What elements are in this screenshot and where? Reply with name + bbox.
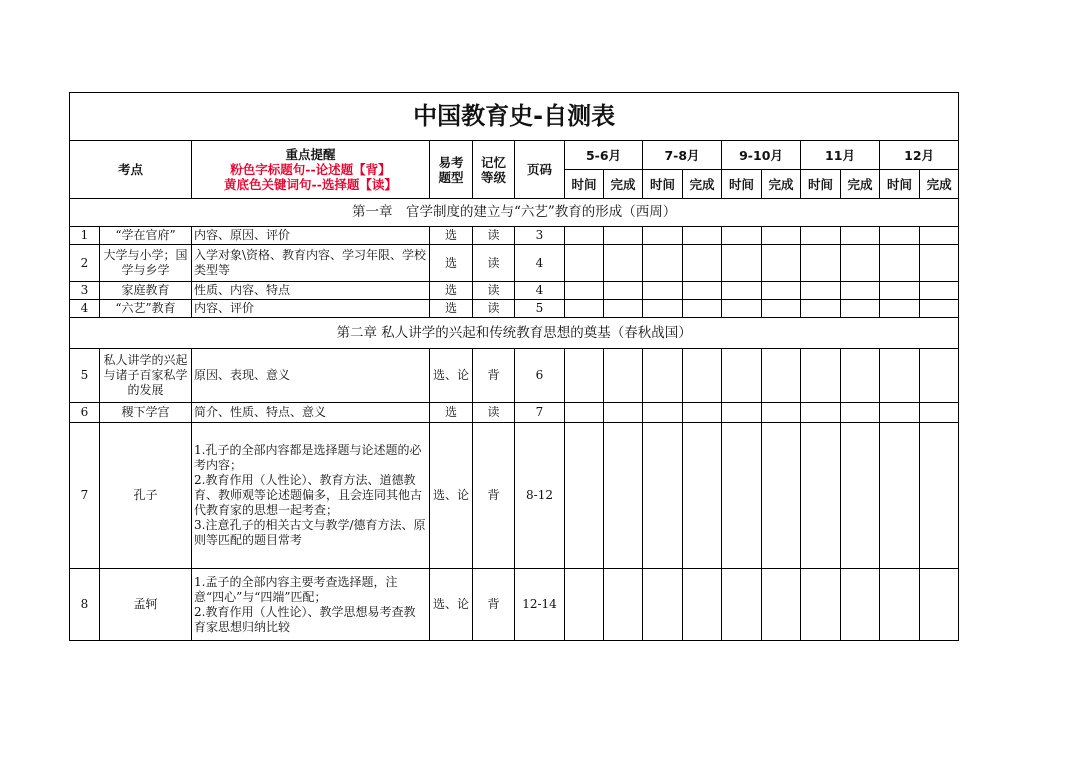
time-cell[interactable] xyxy=(565,227,604,245)
time-cell[interactable] xyxy=(801,227,841,245)
done-cell[interactable] xyxy=(683,349,722,403)
time-cell[interactable] xyxy=(801,349,841,403)
done-cell[interactable] xyxy=(841,227,880,245)
chapter-title: 第一章 官学制度的建立与“六艺”教育的形成（西周） xyxy=(70,199,959,227)
header-exam-type xyxy=(430,141,473,199)
header-time: 时间 xyxy=(880,170,920,199)
time-cell[interactable] xyxy=(643,300,683,318)
time-cell[interactable] xyxy=(880,227,920,245)
time-cell[interactable] xyxy=(565,349,604,403)
time-cell[interactable] xyxy=(801,569,841,641)
header-done: 完成 xyxy=(604,170,643,199)
row-number: 1 xyxy=(70,227,100,245)
row-notes: 简介、性质、特点、意义 xyxy=(192,403,430,423)
header-time: 时间 xyxy=(801,170,841,199)
header-time: 时间 xyxy=(565,170,604,199)
done-cell[interactable] xyxy=(762,349,801,403)
done-cell[interactable] xyxy=(604,423,643,569)
table-row xyxy=(70,245,959,282)
sheet-title: 中国教育史-自测表 xyxy=(70,93,959,141)
done-cell[interactable] xyxy=(683,282,722,300)
row-notes: 内容、评价 xyxy=(192,300,430,318)
row-exam-type: 选、论 xyxy=(430,349,473,403)
row-topic: 私人讲学的兴起与诸子百家私学的发展 xyxy=(100,349,192,403)
header-done: 完成 xyxy=(762,170,801,199)
done-cell[interactable] xyxy=(841,245,880,282)
done-cell[interactable] xyxy=(920,227,959,245)
time-cell[interactable] xyxy=(722,282,762,300)
done-cell[interactable] xyxy=(683,403,722,423)
row-memory-level: 背 xyxy=(473,423,515,569)
row-number: 8 xyxy=(70,569,100,641)
done-cell[interactable] xyxy=(762,300,801,318)
row-page: 4 xyxy=(515,282,565,300)
row-exam-type: 选 xyxy=(430,403,473,423)
memory-level-line-1: 记忆 xyxy=(480,154,506,170)
done-cell[interactable] xyxy=(762,569,801,641)
header-period-3: 9-10月 xyxy=(722,141,801,170)
row-notes: 原因、表现、意义 xyxy=(192,349,430,403)
time-cell[interactable] xyxy=(801,423,841,569)
time-cell[interactable] xyxy=(643,569,683,641)
done-cell[interactable] xyxy=(841,349,880,403)
table-row xyxy=(70,300,959,318)
time-cell[interactable] xyxy=(643,227,683,245)
done-cell[interactable] xyxy=(604,282,643,300)
row-exam-type: 选 xyxy=(430,227,473,245)
done-cell[interactable] xyxy=(841,403,880,423)
row-notes: 1.孔子的全部内容都是选择题与论述题的必考内容； 2.教育作用（人性论）、教育方法、道德教育、教师观等论述题偏多，且会连同其他古代教育家的思想一起考查； 3.注意孔子的相关古文与教学/德育方法、原则等匹配的题目常考 xyxy=(192,423,430,569)
row-topic: 孟轲 xyxy=(100,569,192,641)
done-cell[interactable] xyxy=(762,423,801,569)
done-cell[interactable] xyxy=(683,423,722,569)
done-cell[interactable] xyxy=(841,300,880,318)
done-cell[interactable] xyxy=(841,282,880,300)
done-cell[interactable] xyxy=(604,569,643,641)
header-period-4: 11月 xyxy=(801,141,880,170)
row-exam-type: 选 xyxy=(430,245,473,282)
row-memory-level: 背 xyxy=(473,569,515,641)
row-topic: 孔子 xyxy=(100,423,192,569)
time-cell[interactable] xyxy=(643,245,683,282)
time-cell[interactable] xyxy=(880,245,920,282)
chapter-title: 第二章 私人讲学的兴起和传统教育思想的奠基（春秋战国） xyxy=(70,318,959,349)
row-topic: 大学与小学；国学与乡学 xyxy=(100,245,192,282)
self-test-table xyxy=(69,92,959,641)
header-memory-level xyxy=(473,141,515,199)
row-notes: 性质、内容、特点 xyxy=(192,282,430,300)
row-exam-type: 选 xyxy=(430,282,473,300)
table-row xyxy=(70,423,959,569)
time-cell[interactable] xyxy=(722,300,762,318)
row-page: 12-14 xyxy=(515,569,565,641)
time-cell[interactable] xyxy=(722,569,762,641)
time-cell[interactable] xyxy=(801,403,841,423)
time-cell[interactable] xyxy=(880,423,920,569)
row-memory-level: 背 xyxy=(473,349,515,403)
time-cell[interactable] xyxy=(880,403,920,423)
row-memory-level: 读 xyxy=(473,403,515,423)
header-kaodian: 考点 xyxy=(70,141,192,199)
header-done: 完成 xyxy=(683,170,722,199)
done-cell[interactable] xyxy=(604,403,643,423)
row-memory-level: 读 xyxy=(473,300,515,318)
row-number: 2 xyxy=(70,245,100,282)
row-memory-level: 读 xyxy=(473,245,515,282)
row-number: 7 xyxy=(70,423,100,569)
header-done: 完成 xyxy=(841,170,880,199)
done-cell[interactable] xyxy=(841,423,880,569)
row-notes: 1.孟子的全部内容主要考查选择题，注意“四心”与“四端”匹配； 2.教育作用（人性论）、教学思想易考查教育家思想归纳比较 xyxy=(192,569,430,641)
time-cell[interactable] xyxy=(880,282,920,300)
done-cell[interactable] xyxy=(920,300,959,318)
time-cell[interactable] xyxy=(801,300,841,318)
exam-type-line-2: 题型 xyxy=(438,169,464,185)
row-notes: 入学对象\资格、教育内容、学习年限、学校类型等 xyxy=(192,245,430,282)
time-cell[interactable] xyxy=(643,403,683,423)
row-memory-level: 读 xyxy=(473,227,515,245)
row-memory-level: 读 xyxy=(473,282,515,300)
done-cell[interactable] xyxy=(683,245,722,282)
done-cell[interactable] xyxy=(762,227,801,245)
done-cell[interactable] xyxy=(762,403,801,423)
done-cell[interactable] xyxy=(841,569,880,641)
header-time: 时间 xyxy=(722,170,762,199)
time-cell[interactable] xyxy=(565,300,604,318)
row-exam-type: 选、论 xyxy=(430,569,473,641)
time-cell[interactable] xyxy=(722,227,762,245)
time-cell[interactable] xyxy=(880,300,920,318)
done-cell[interactable] xyxy=(604,227,643,245)
row-page: 7 xyxy=(515,403,565,423)
time-cell[interactable] xyxy=(722,245,762,282)
time-cell[interactable] xyxy=(643,282,683,300)
row-topic: 家庭教育 xyxy=(100,282,192,300)
done-cell[interactable] xyxy=(920,403,959,423)
done-cell[interactable] xyxy=(762,282,801,300)
time-cell[interactable] xyxy=(565,403,604,423)
table-row xyxy=(70,403,959,423)
done-cell[interactable] xyxy=(920,423,959,569)
header-page: 页码 xyxy=(515,141,565,199)
exam-type-line-1: 易考 xyxy=(438,154,464,170)
row-topic: “六艺”教育 xyxy=(100,300,192,318)
header-period-2: 7-8月 xyxy=(643,141,722,170)
row-page: 3 xyxy=(515,227,565,245)
time-cell[interactable] xyxy=(565,569,604,641)
row-exam-type: 选、论 xyxy=(430,423,473,569)
row-notes: 内容、原因、评价 xyxy=(192,227,430,245)
row-topic: 稷下学宫 xyxy=(100,403,192,423)
header-time: 时间 xyxy=(643,170,683,199)
time-cell[interactable] xyxy=(880,569,920,641)
row-page: 5 xyxy=(515,300,565,318)
row-page: 8-12 xyxy=(515,423,565,569)
header-period-5: 12月 xyxy=(880,141,959,170)
done-cell[interactable] xyxy=(604,300,643,318)
row-number: 6 xyxy=(70,403,100,423)
done-cell[interactable] xyxy=(683,300,722,318)
row-exam-type: 选 xyxy=(430,300,473,318)
row-page: 6 xyxy=(515,349,565,403)
done-cell[interactable] xyxy=(920,245,959,282)
done-cell[interactable] xyxy=(920,282,959,300)
header-done: 完成 xyxy=(920,170,959,199)
memory-level-line-2: 等级 xyxy=(480,169,506,185)
done-cell[interactable] xyxy=(604,349,643,403)
table-row xyxy=(70,227,959,245)
time-cell[interactable] xyxy=(722,423,762,569)
row-page: 4 xyxy=(515,245,565,282)
time-cell[interactable] xyxy=(643,423,683,569)
header-emphasis xyxy=(192,141,430,199)
time-cell[interactable] xyxy=(643,349,683,403)
done-cell[interactable] xyxy=(683,227,722,245)
emphasis-pink-legend: 粉色字标题句--论述题【背】 xyxy=(230,162,391,177)
row-number: 3 xyxy=(70,282,100,300)
emphasis-title: 重点提醒 xyxy=(285,147,336,162)
table-row xyxy=(70,349,959,403)
time-cell[interactable] xyxy=(801,282,841,300)
time-cell[interactable] xyxy=(565,423,604,569)
done-cell[interactable] xyxy=(683,569,722,641)
done-cell[interactable] xyxy=(604,245,643,282)
done-cell[interactable] xyxy=(920,349,959,403)
header-period-1: 5-6月 xyxy=(565,141,643,170)
time-cell[interactable] xyxy=(565,282,604,300)
row-topic: “学在官府” xyxy=(100,227,192,245)
time-cell[interactable] xyxy=(565,245,604,282)
table-row xyxy=(70,282,959,300)
done-cell[interactable] xyxy=(762,245,801,282)
table-row xyxy=(70,569,959,641)
row-number: 4 xyxy=(70,300,100,318)
time-cell[interactable] xyxy=(722,403,762,423)
time-cell[interactable] xyxy=(880,349,920,403)
emphasis-yellow-legend: 黄底色关键词句--选择题【读】 xyxy=(224,177,397,192)
time-cell[interactable] xyxy=(722,349,762,403)
row-number: 5 xyxy=(70,349,100,403)
time-cell[interactable] xyxy=(801,245,841,282)
done-cell[interactable] xyxy=(920,569,959,641)
